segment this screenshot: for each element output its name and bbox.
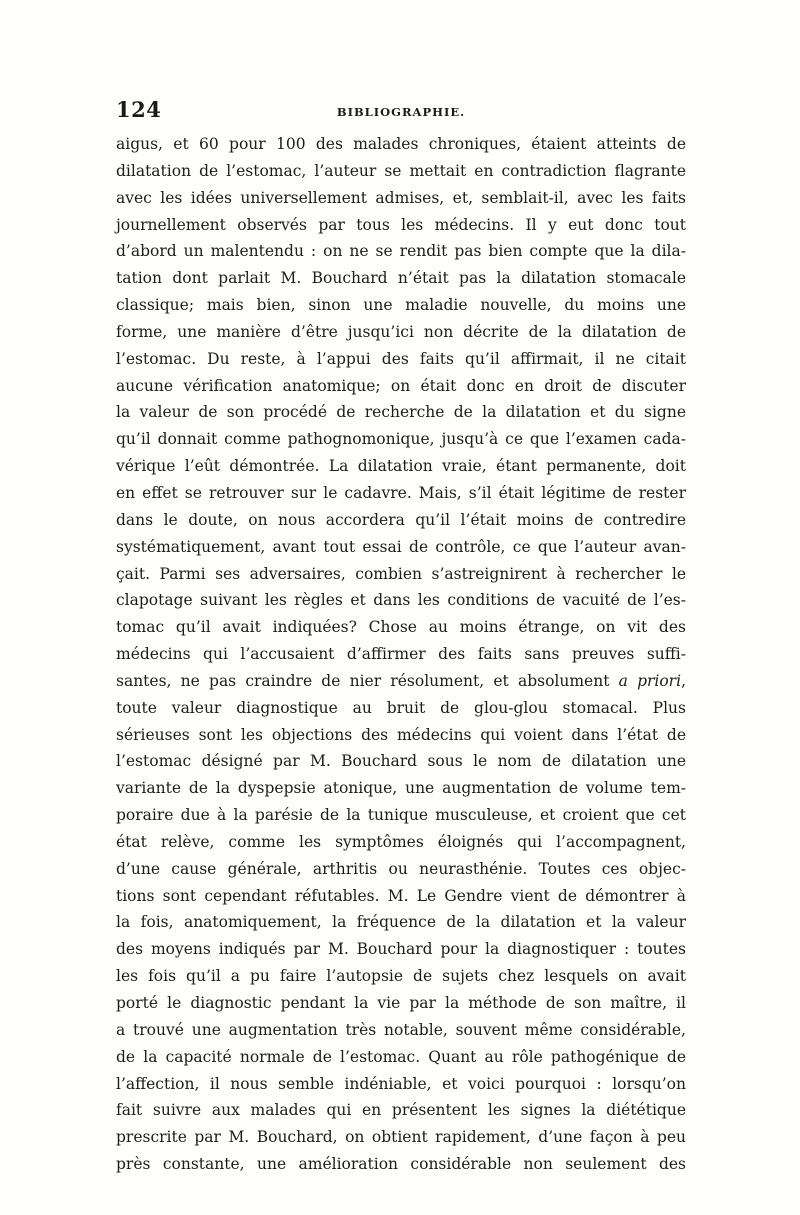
- text-segment: santes, ne pas craindre de nier résolument, et absolument: [116, 671, 619, 690]
- text-line-with-italic: [116, 668, 686, 695]
- text-line: systématiquement, avant tout essai de contrôle, ce que l’auteur avan-: [116, 537, 686, 556]
- text-line: clapotage suivant les règles et dans les conditions de vacuité de l’es-: [116, 591, 686, 610]
- italic-phrase: a priori: [618, 671, 682, 690]
- text-line: toute valeur diagnostique au bruit de glou-glou stomacal. Plus: [116, 698, 686, 717]
- text-line: variante de la dyspepsie atonique, une augmentation de volume tem-: [116, 779, 686, 798]
- text-line: les fois qu’il a pu faire l’autopsie de sujets chez lesquels on avait: [116, 967, 686, 986]
- text-line: la valeur de son procédé de recherche de la dilatation et du signe: [116, 403, 686, 422]
- text-line: la fois, anatomiquement, la fréquence de la dilatation et la valeur: [116, 913, 686, 932]
- text-line: porté le diagnostic pendant la vie par la méthode de son maître, il: [116, 994, 686, 1012]
- text-line: près constante, une amélioration considérable non seulement des: [116, 1155, 686, 1174]
- text-line: l’estomac désigné par M. Bouchard sous le nom de dilatation une: [116, 752, 686, 771]
- text-line: classique; mais bien, sinon une maladie nouvelle, du moins une: [116, 296, 686, 315]
- text-line: sérieuses sont les objections des médecins qui voient dans l’état de: [116, 725, 686, 744]
- text-line: qu’il donnait comme pathognomonique, jusqu’à ce que l’examen cada-: [116, 430, 686, 449]
- text-segment: ,: [681, 671, 686, 690]
- text-line: prescrite par M. Bouchard, on obtient rapidement, d’une façon à peu: [116, 1128, 686, 1147]
- body-text: [116, 131, 686, 1178]
- text-line: état relève, comme les symptômes éloignés qui l’accompagnent,: [116, 832, 686, 851]
- text-line: de la capacité normale de l’estomac. Quant au rôle pathogénique de: [116, 1047, 686, 1066]
- text-line: vérique l’eût démontrée. La dilatation vraie, étant permanente, doit: [116, 457, 686, 476]
- text-line: l’estomac. Du reste, à l’appui des faits qu’il affirmait, il ne citait: [116, 349, 686, 368]
- text-line: tions sont cependant réfutables. M. Le Gendre vient de démontrer à: [116, 886, 686, 905]
- text-line: dans le doute, on nous accordera qu’il l’était moins de contredire: [116, 510, 686, 529]
- text-line: l’affection, il nous semble indéniable, et voici pourquoi : lorsqu’on: [116, 1074, 686, 1093]
- running-head: BIBLIOGRAPHIE.: [336, 105, 466, 119]
- text-line: fait suivre aux malades qui en présentent les signes la diététique: [116, 1101, 686, 1120]
- page-header: [116, 97, 686, 127]
- text-line: poraire due à la parésie de la tunique musculeuse, et croient que cet: [116, 806, 686, 825]
- text-line: a trouvé une augmentation très notable, souvent même considérable,: [116, 1020, 686, 1039]
- text-line: aucune vérification anatomique; on était donc en droit de discuter: [116, 376, 686, 395]
- text-line: d’abord un malentendu : on ne se rendit pas bien compte que la dila-: [116, 242, 686, 261]
- text-line: tomac qu’il avait indiquées? Chose au moins étrange, on vit des: [116, 618, 686, 637]
- text-line: des moyens indiqués par M. Bouchard pour la diagnostiquer : toutes: [116, 940, 686, 959]
- text-line: journellement observés par tous les médecins. Il y eut donc tout: [116, 215, 686, 234]
- text-line: avec les idées universellement admises, et, semblait-il, avec les faits: [116, 188, 686, 207]
- text-line: aigus, et 60 pour 100 des malades chroniques, étaient atteints de: [116, 135, 686, 153]
- text-line: médecins qui l’accusaient d’affirmer des faits sans preuves suffi-: [116, 645, 686, 664]
- text-line: çait. Parmi ses adversaires, combien s’astreignirent à rechercher le: [116, 564, 686, 583]
- text-line: d’une cause générale, arthritis ou neurasthénie. Toutes ces objec-: [116, 859, 686, 878]
- text-line: dilatation de l’estomac, l’auteur se mettait en contradiction flagrante: [116, 161, 686, 180]
- page-number: 124: [116, 97, 162, 122]
- text-line: en effet se retrouver sur le cadavre. Mais, s’il était légitime de rester: [116, 483, 686, 502]
- text-line: forme, une manière d’être jusqu’ici non décrite de la dilatation de: [116, 322, 686, 341]
- text-line: tation dont parlait M. Bouchard n’était pas la dilatation stomacale: [116, 269, 686, 288]
